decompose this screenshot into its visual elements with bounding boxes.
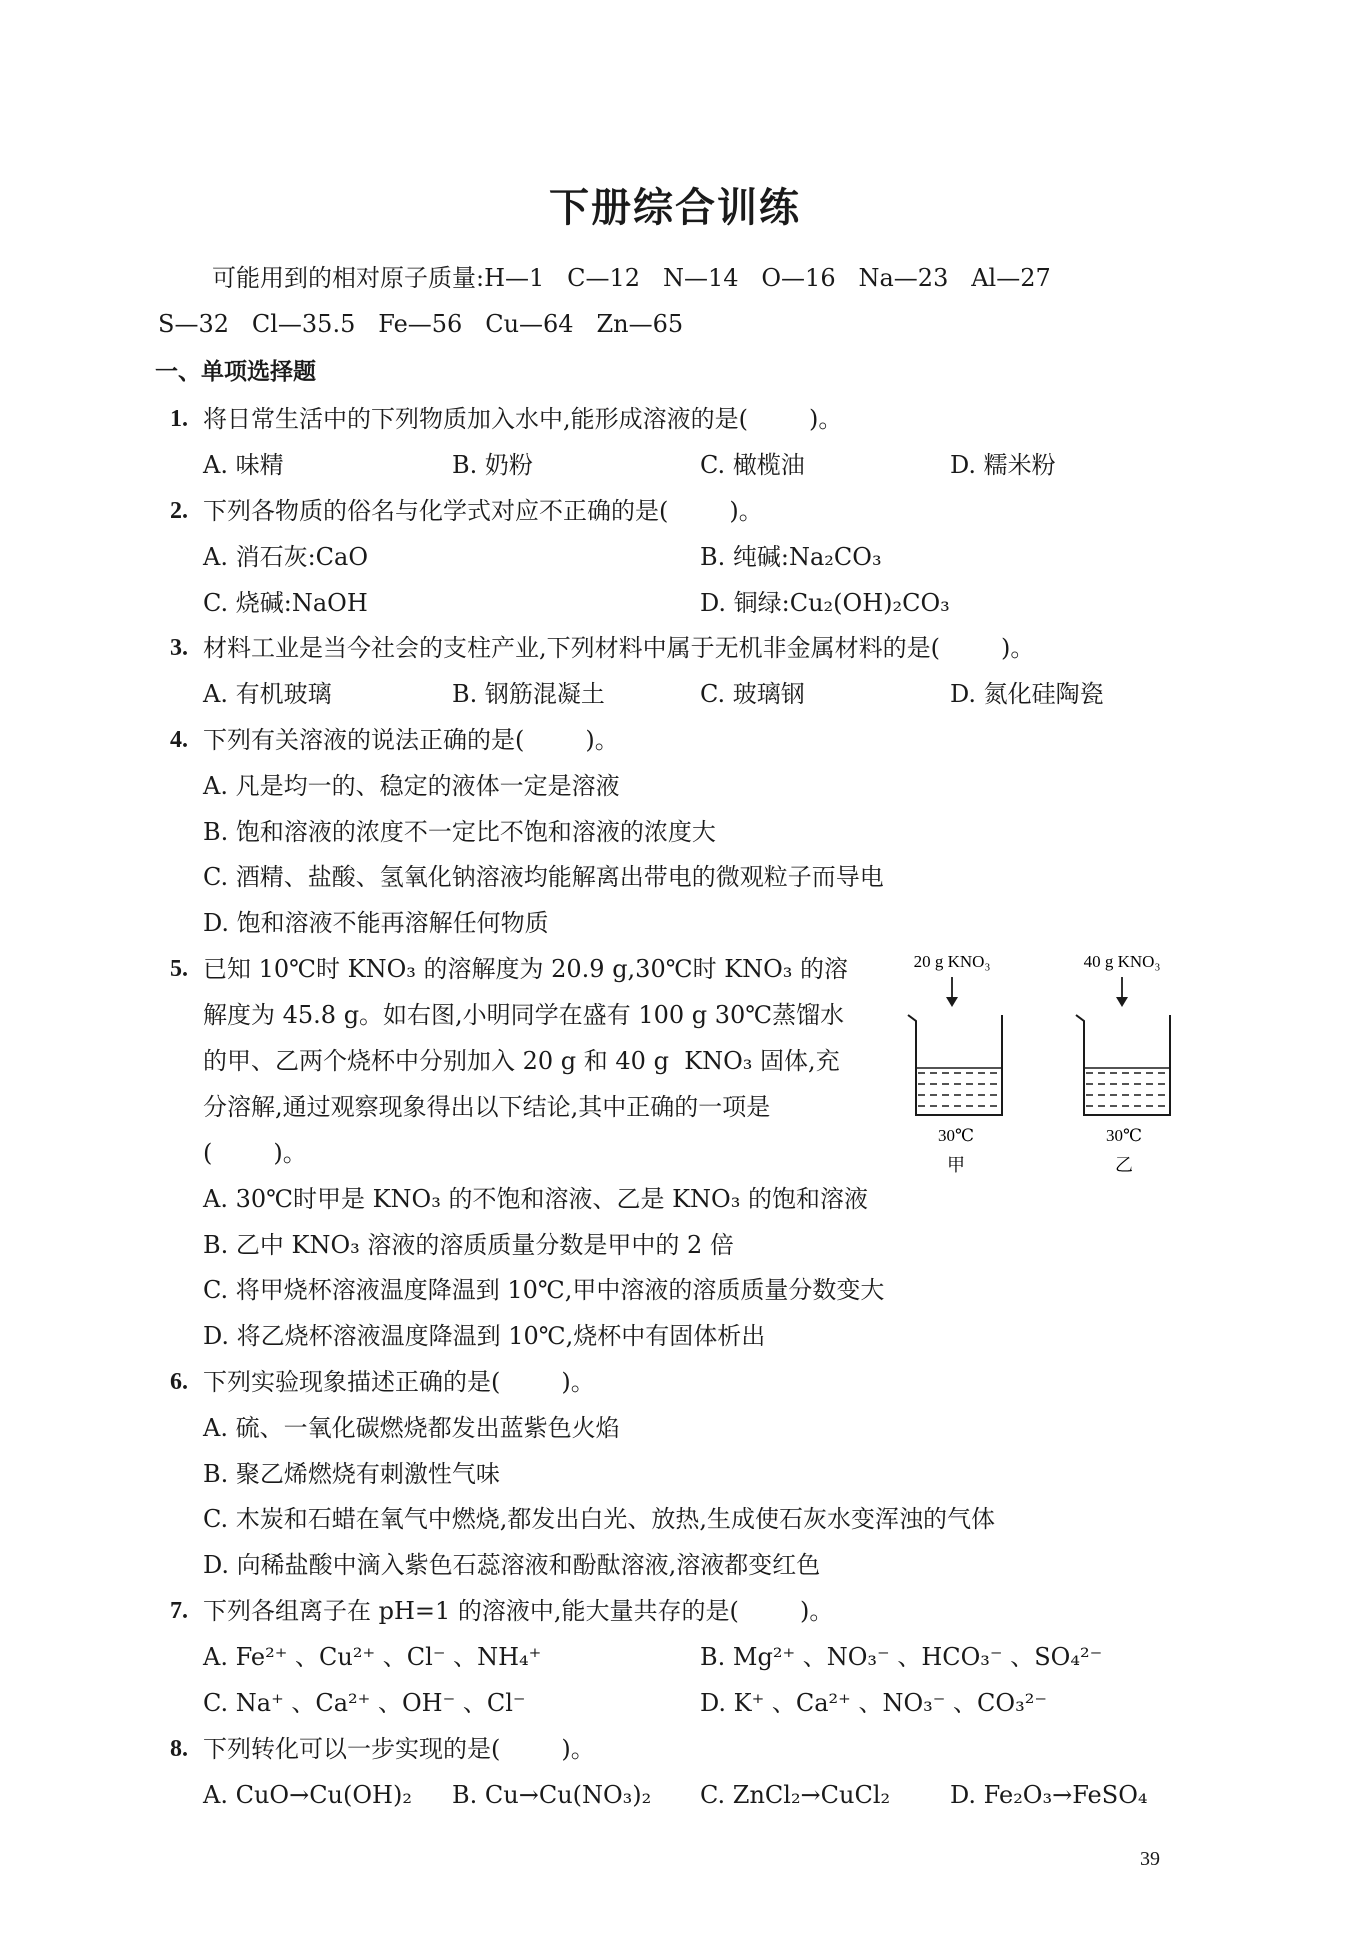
beaker1-label: 20 g KNO₃ [913,952,991,971]
question-text: 下列实验现象描述正确的是( )。 [203,1368,595,1396]
question-text-line: 的甲、乙两个烧杯中分别加入 20 g 和 40 g KNO₃ 固体,充 [203,1047,840,1075]
option-d: D. K⁺ 、Ca²⁺ 、NO₃⁻ 、CO₃²⁻ [700,1689,1048,1717]
beaker1-temp: 30℃ [937,1126,975,1145]
beaker2-temp: 30℃ [1105,1126,1143,1145]
option-b: B. 奶粉 [452,451,533,479]
beaker1-name: 甲 [947,1155,965,1175]
option-d: D. 将乙烧杯溶液温度降温到 10℃,烧杯中有固体析出 [203,1322,766,1350]
question-text: 下列各组离子在 pH=1 的溶液中,能大量共存的是( )。 [203,1597,834,1625]
question-text-line: 分溶解,通过观察现象得出以下结论,其中正确的一项是 [203,1093,771,1121]
option-a: A. 消石灰:CaO [203,543,369,571]
page-number: 39 [1140,1848,1160,1870]
option-c: C. Na⁺ 、Ca²⁺ 、OH⁻ 、Cl⁻ [203,1689,526,1717]
option-b: B. 乙中 KNO₃ 溶液的溶质质量分数是甲中的 2 倍 [203,1231,734,1259]
option-d: D. 氮化硅陶瓷 [950,680,1104,708]
question-number: 3. [170,635,188,661]
beaker2-solution [1086,1073,1168,1106]
arrowhead-icon [1116,997,1128,1007]
question-text: 材料工业是当今社会的支柱产业,下列材料中属于无机非金属材料的是( )。 [203,634,1035,662]
question-number: 4. [170,727,188,753]
option-b: B. 聚乙烯燃烧有刺激性气味 [203,1460,500,1488]
option-a: A. 味精 [203,451,284,479]
arrowhead-icon [946,997,958,1007]
question-number: 7. [170,1598,188,1624]
option-a: A. CuO→Cu(OH)₂ [203,1781,412,1809]
beaker1 [908,1015,1002,1115]
question-text-line: 已知 10℃时 KNO₃ 的溶解度为 20.9 g,30℃时 KNO₃ 的溶 [203,955,849,983]
atomic-mass-line-1: 可能用到的相对原子质量:H—1 C—12 N—14 O—16 Na—23 Al—27 [212,264,1051,292]
option-d: D. 饱和溶液不能再溶解任何物质 [203,909,549,937]
option-c: C. 玻璃钢 [700,680,805,708]
option-d: D. 糯米粉 [950,451,1056,479]
page-title: 下册综合训练 [549,185,801,231]
question-text-line: ( )。 [203,1139,307,1167]
beaker2-label: 40 g KNO₃ [1083,952,1161,971]
question-text: 下列转化可以一步实现的是( )。 [203,1735,595,1763]
question-text: 将日常生活中的下列物质加入水中,能形成溶液的是( )。 [203,405,843,433]
option-c: C. ZnCl₂→CuCl₂ [700,1781,891,1809]
beaker2-name: 乙 [1115,1155,1133,1175]
option-a: A. 硫、一氧化碳燃烧都发出蓝紫色火焰 [203,1414,620,1442]
question-number: 5. [170,956,188,982]
question-number: 1. [170,406,188,432]
option-c: C. 木炭和石蜡在氧气中燃烧,都发出白光、放热,生成使石灰水变浑浊的气体 [203,1505,996,1533]
option-c: C. 烧碱:NaOH [203,589,368,617]
beaker2 [1076,1015,1170,1115]
question-text-line: 解度为 45.8 g。如右图,小明同学在盛有 100 g 30℃蒸馏水 [203,1001,845,1029]
option-a: A. 30℃时甲是 KNO₃ 的不饱和溶液、乙是 KNO₃ 的饱和溶液 [203,1185,868,1213]
question-number: 8. [170,1736,188,1762]
option-c: C. 橄榄油 [700,451,805,479]
question-text: 下列各物质的俗名与化学式对应不正确的是( )。 [203,497,763,525]
option-b: B. 饱和溶液的浓度不一定比不饱和溶液的浓度大 [203,818,716,846]
option-a: A. Fe²⁺ 、Cu²⁺ 、Cl⁻ 、NH₄⁺ [203,1643,542,1671]
option-d: D. 向稀盐酸中滴入紫色石蕊溶液和酚酞溶液,溶液都变红色 [203,1551,821,1579]
question-number: 2. [170,498,188,524]
option-d: D. 铜绿:Cu₂(OH)₂CO₃ [700,589,950,617]
question-text: 下列有关溶液的说法正确的是( )。 [203,726,619,754]
option-b: B. Mg²⁺ 、NO₃⁻ 、HCO₃⁻ 、SO₄²⁻ [700,1643,1103,1671]
section-heading: 一、单项选择题 [155,359,316,385]
option-b: B. 纯碱:Na₂CO₃ [700,543,882,571]
option-c: C. 酒精、盐酸、氢氧化钠溶液均能解离出带电的微观粒子而导电 [203,863,884,891]
option-b: B. Cu→Cu(NO₃)₂ [452,1781,652,1809]
option-d: D. Fe₂O₃→FeSO₄ [950,1781,1148,1809]
beaker-figure [890,945,1190,1190]
option-a: A. 凡是均一的、稳定的液体一定是溶液 [203,772,620,800]
option-c: C. 将甲烧杯溶液温度降温到 10℃,甲中溶液的溶质质量分数变大 [203,1276,885,1304]
option-a: A. 有机玻璃 [203,680,332,708]
beaker1-solution [918,1073,1000,1106]
question-number: 6. [170,1369,188,1395]
atomic-mass-line-2: S—32 Cl—35.5 Fe—56 Cu—64 Zn—65 [158,310,684,338]
option-b: B. 钢筋混凝土 [452,680,605,708]
